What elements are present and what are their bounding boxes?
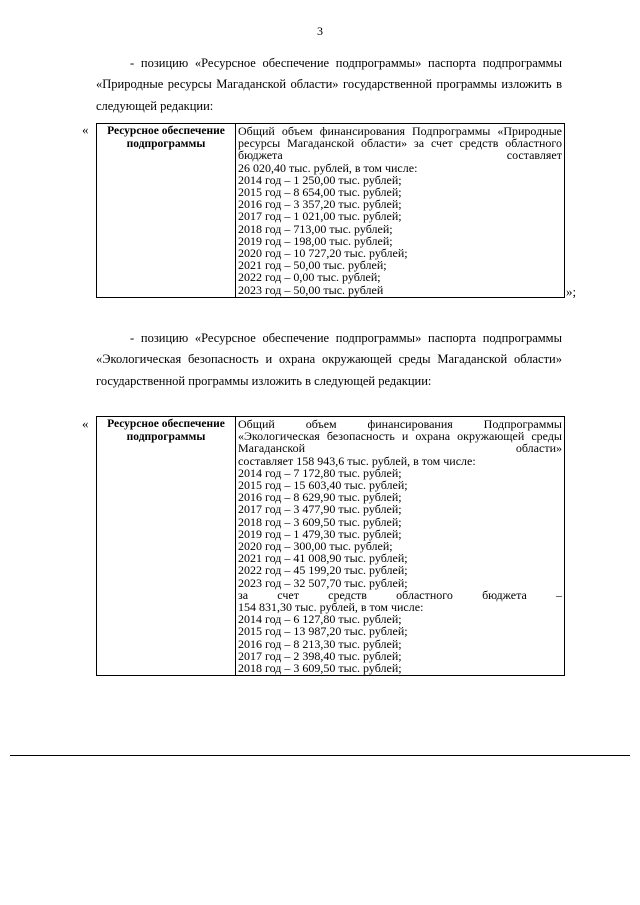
table1-year-row: 2015 год – 8 654,00 тыс. рублей; xyxy=(238,185,402,200)
table2-regional-intro xyxy=(238,589,562,613)
table1-intro xyxy=(238,125,562,174)
table2-year-row: 2017 год – 3 477,90 тыс. рублей; xyxy=(238,502,402,517)
table2-year-row: 2015 год – 15 603,40 тыс. рублей; xyxy=(238,478,408,493)
table2-open-quote: « xyxy=(82,416,89,431)
table2-regional-intro-text: за счет средств областного бюджета – xyxy=(238,587,562,602)
table1-content xyxy=(236,124,565,298)
table2-year-row: 2018 год – 3 609,50 тыс. рублей; xyxy=(238,514,402,529)
table1-year-row: 2023 год – 50,00 тыс. рублей xyxy=(238,282,384,297)
table1-year-row: 2019 год – 198,00 тыс. рублей; xyxy=(238,233,393,248)
table1-year-row: 2017 год – 1 021,00 тыс. рублей; xyxy=(238,209,402,224)
table2-regional-year-row: 2018 год – 3 609,50 тыс. рублей; xyxy=(238,661,402,676)
table-ecological-safety-funding xyxy=(96,416,565,676)
table-natural-resources-funding xyxy=(96,123,565,298)
footer-divider xyxy=(10,755,630,756)
table1-close-quote: »; xyxy=(566,284,577,299)
table1-year-row: 2018 год – 713,00 тыс. рублей; xyxy=(238,221,393,236)
table2-year-row: 2020 год – 300,00 тыс. рублей; xyxy=(238,539,393,554)
paragraph-natural-resources: - позицию «Ресурсное обеспечение подпрограммы» паспорта подпрограммы «Природные ресурсы Магаданской области» государственной программы изложить в следующей редакции: xyxy=(96,55,562,113)
table2-regional-year-row: 2017 год – 2 398,40 тыс. рублей; xyxy=(238,648,402,663)
table1-year-row: 2022 год – 0,00 тыс. рублей; xyxy=(238,270,381,285)
table2-year-row: 2016 год – 8 629,90 тыс. рублей; xyxy=(238,490,402,505)
table2-intro-last: составляет 158 943,6 тыс. рублей, в том числе: xyxy=(238,453,476,468)
table2-year-row: 2014 год – 7 172,80 тыс. рублей; xyxy=(238,465,402,480)
table2-year-row: 2023 год – 32 507,70 тыс. рублей; xyxy=(238,575,408,590)
table1-year-row: 2016 год – 3 357,20 тыс. рублей; xyxy=(238,197,402,212)
table2-content xyxy=(236,417,565,676)
table1-year-row: 2020 год – 10 727,20 тыс. рублей; xyxy=(238,246,408,261)
paragraph-ecological-safety: - позицию «Ресурсное обеспечение подпрограммы» паспорта подпрограммы «Экологическая безопасность и охрана окружающей среды Магаданской области» государственной программы изложить в следующей редакции: xyxy=(96,330,562,388)
table1-open-quote: « xyxy=(82,122,89,137)
table2-intro-text: Общий объем финансирования Подпрограммы «Экологическая безопасность и охрана окружающей среды Магаданской области» xyxy=(238,417,562,456)
table1-label: Ресурсное обеспечение подпрограммы xyxy=(97,124,236,298)
table1-intro-last: 26 020,40 тыс. рублей, в том числе: xyxy=(238,160,418,175)
table2-regional-year-row: 2015 год – 13 987,20 тыс. рублей; xyxy=(238,624,408,639)
table2-year-row: 2021 год – 41 008,90 тыс. рублей; xyxy=(238,551,408,566)
table2-regional-year-row: 2016 год – 8 213,30 тыс. рублей; xyxy=(238,636,402,651)
table2-year-row: 2019 год – 1 479,30 тыс. рублей; xyxy=(238,526,402,541)
table2-regional-year-row: 2014 год – 6 127,80 тыс. рублей; xyxy=(238,612,402,627)
table2-regional-intro-last: 154 831,30 тыс. рублей, в том числе: xyxy=(238,600,424,615)
table1-year-row: 2014 год – 1 250,00 тыс. рублей; xyxy=(238,172,402,187)
page-number: 3 xyxy=(317,24,323,38)
table2-label: Ресурсное обеспечение подпрограммы xyxy=(97,417,236,676)
table1-intro-text: Общий объем финансирования Подпрограммы «Природные ресурсы Магаданской области» за счет средств областного бюджета составляет xyxy=(238,124,562,163)
table2-intro xyxy=(238,418,562,467)
table1-year-row: 2021 год – 50,00 тыс. рублей; xyxy=(238,258,387,273)
table2-year-row: 2022 год – 45 199,20 тыс. рублей; xyxy=(238,563,408,578)
